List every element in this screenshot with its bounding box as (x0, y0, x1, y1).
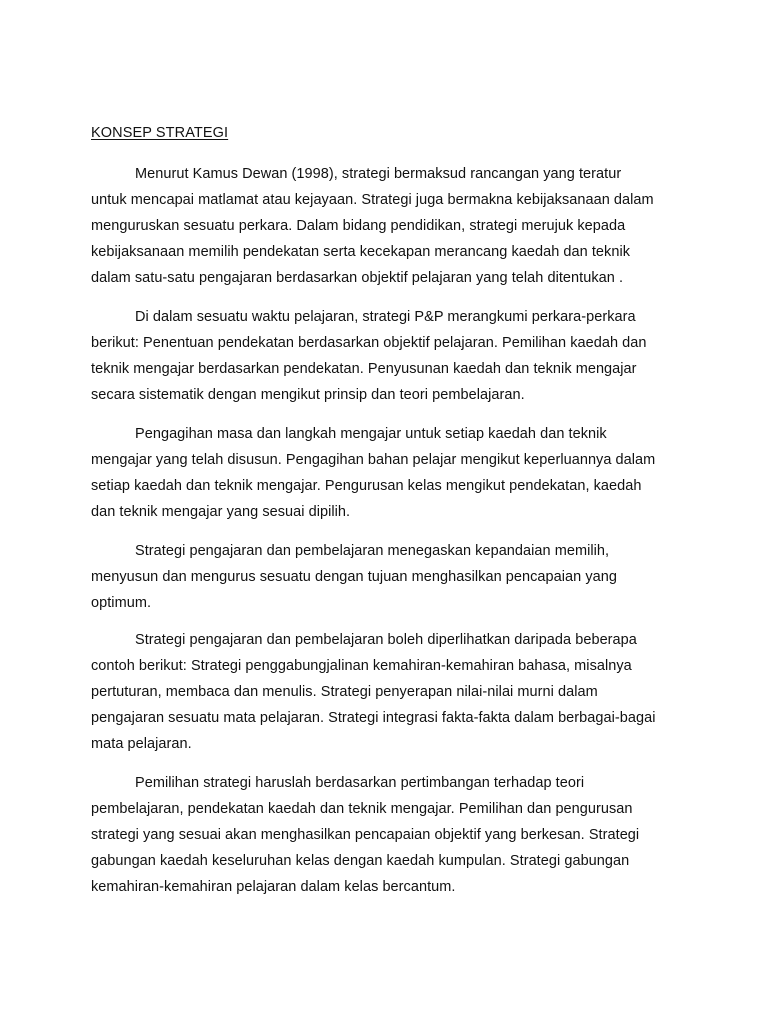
paragraph-1-line-5: dalam satu-satu pengajaran berdasarkan objektif pelajaran yang telah ditentukan . (91, 270, 624, 286)
paragraph-5-line-4: pengajaran sesuatu mata pelajaran. Strategi integrasi fakta-fakta dalam berbagai-bagai (91, 710, 656, 726)
paragraph-2-line-3: teknik mengajar berdasarkan pendekatan. Penyusunan kaedah dan teknik mengajar (91, 361, 637, 377)
paragraph-3-line-2: mengajar yang telah disusun. Pengagihan bahan pelajar mengikut keperluannya dalam (91, 452, 656, 468)
paragraph-2-line-4: secara sistematik dengan mengikut prinsip dan teori pembelajaran. (91, 387, 525, 403)
paragraph-4-line-2: menyusun dan mengurus sesuatu dengan tujuan menghasilkan pencapaian yang (91, 569, 617, 585)
paragraph-6-line-5: kemahiran-kemahiran pelajaran dalam kelas bercantum. (91, 879, 456, 895)
paragraph-3-line-1: Pengagihan masa dan langkah mengajar untuk setiap kaedah dan teknik (135, 426, 607, 442)
paragraph-3-line-3: setiap kaedah dan teknik mengajar. Pengurusan kelas mengikut pendekatan, kaedah (91, 478, 642, 494)
paragraph-6-line-1: Pemilihan strategi haruslah berdasarkan pertimbangan terhadap teori (135, 775, 585, 791)
paragraph-5-line-1: Strategi pengajaran dan pembelajaran boleh diperlihatkan daripada beberapa (135, 632, 637, 648)
paragraph-5-line-3: pertuturan, membaca dan menulis. Strategi penyerapan nilai-nilai murni dalam (91, 684, 598, 700)
paragraph-5-line-5: mata pelajaran. (91, 736, 192, 752)
paragraph-3-line-4: dan teknik mengajar yang sesuai dipilih. (91, 504, 351, 520)
paragraph-2-line-2: berikut: Penentuan pendekatan berdasarkan objektif pelajaran. Pemilihan kaedah dan (91, 335, 647, 351)
paragraph-1-line-4: kebijaksanaan memilih pendekatan serta kecekapan merancang kaedah dan teknik (91, 244, 631, 260)
paragraph-6-line-2: pembelajaran, pendekatan kaedah dan teknik mengajar. Pemilihan dan pengurusan (91, 801, 633, 817)
paragraph-2-line-1: Di dalam sesuatu waktu pelajaran, strategi P&P merangkumi perkara-perkara (135, 309, 636, 325)
document-title: KONSEP STRATEGI (91, 125, 229, 141)
paragraph-6-line-4: gabungan kaedah keseluruhan kelas dengan kaedah kumpulan. Strategi gabungan (91, 853, 630, 869)
paragraph-1-line-3: menguruskan sesuatu perkara. Dalam bidang pendidikan, strategi merujuk kepada (91, 218, 626, 234)
paragraph-1-line-2: untuk mencapai matlamat atau kejayaan. Strategi juga bermakna kebijaksanaan dalam (91, 192, 654, 208)
paragraph-6-line-3: strategi yang sesuai akan menghasilkan pencapaian objektif yang berkesan. Strategi (91, 827, 640, 843)
paragraph-4-line-1: Strategi pengajaran dan pembelajaran menegaskan kepandaian memilih, (135, 543, 610, 559)
paragraph-1-line-1: Menurut Kamus Dewan (1998), strategi bermaksud rancangan yang teratur (135, 166, 622, 182)
paragraph-4-line-3: optimum. (91, 595, 152, 611)
paragraph-5-line-2: contoh berikut: Strategi penggabungjalinan kemahiran-kemahiran bahasa, misalnya (91, 658, 632, 674)
